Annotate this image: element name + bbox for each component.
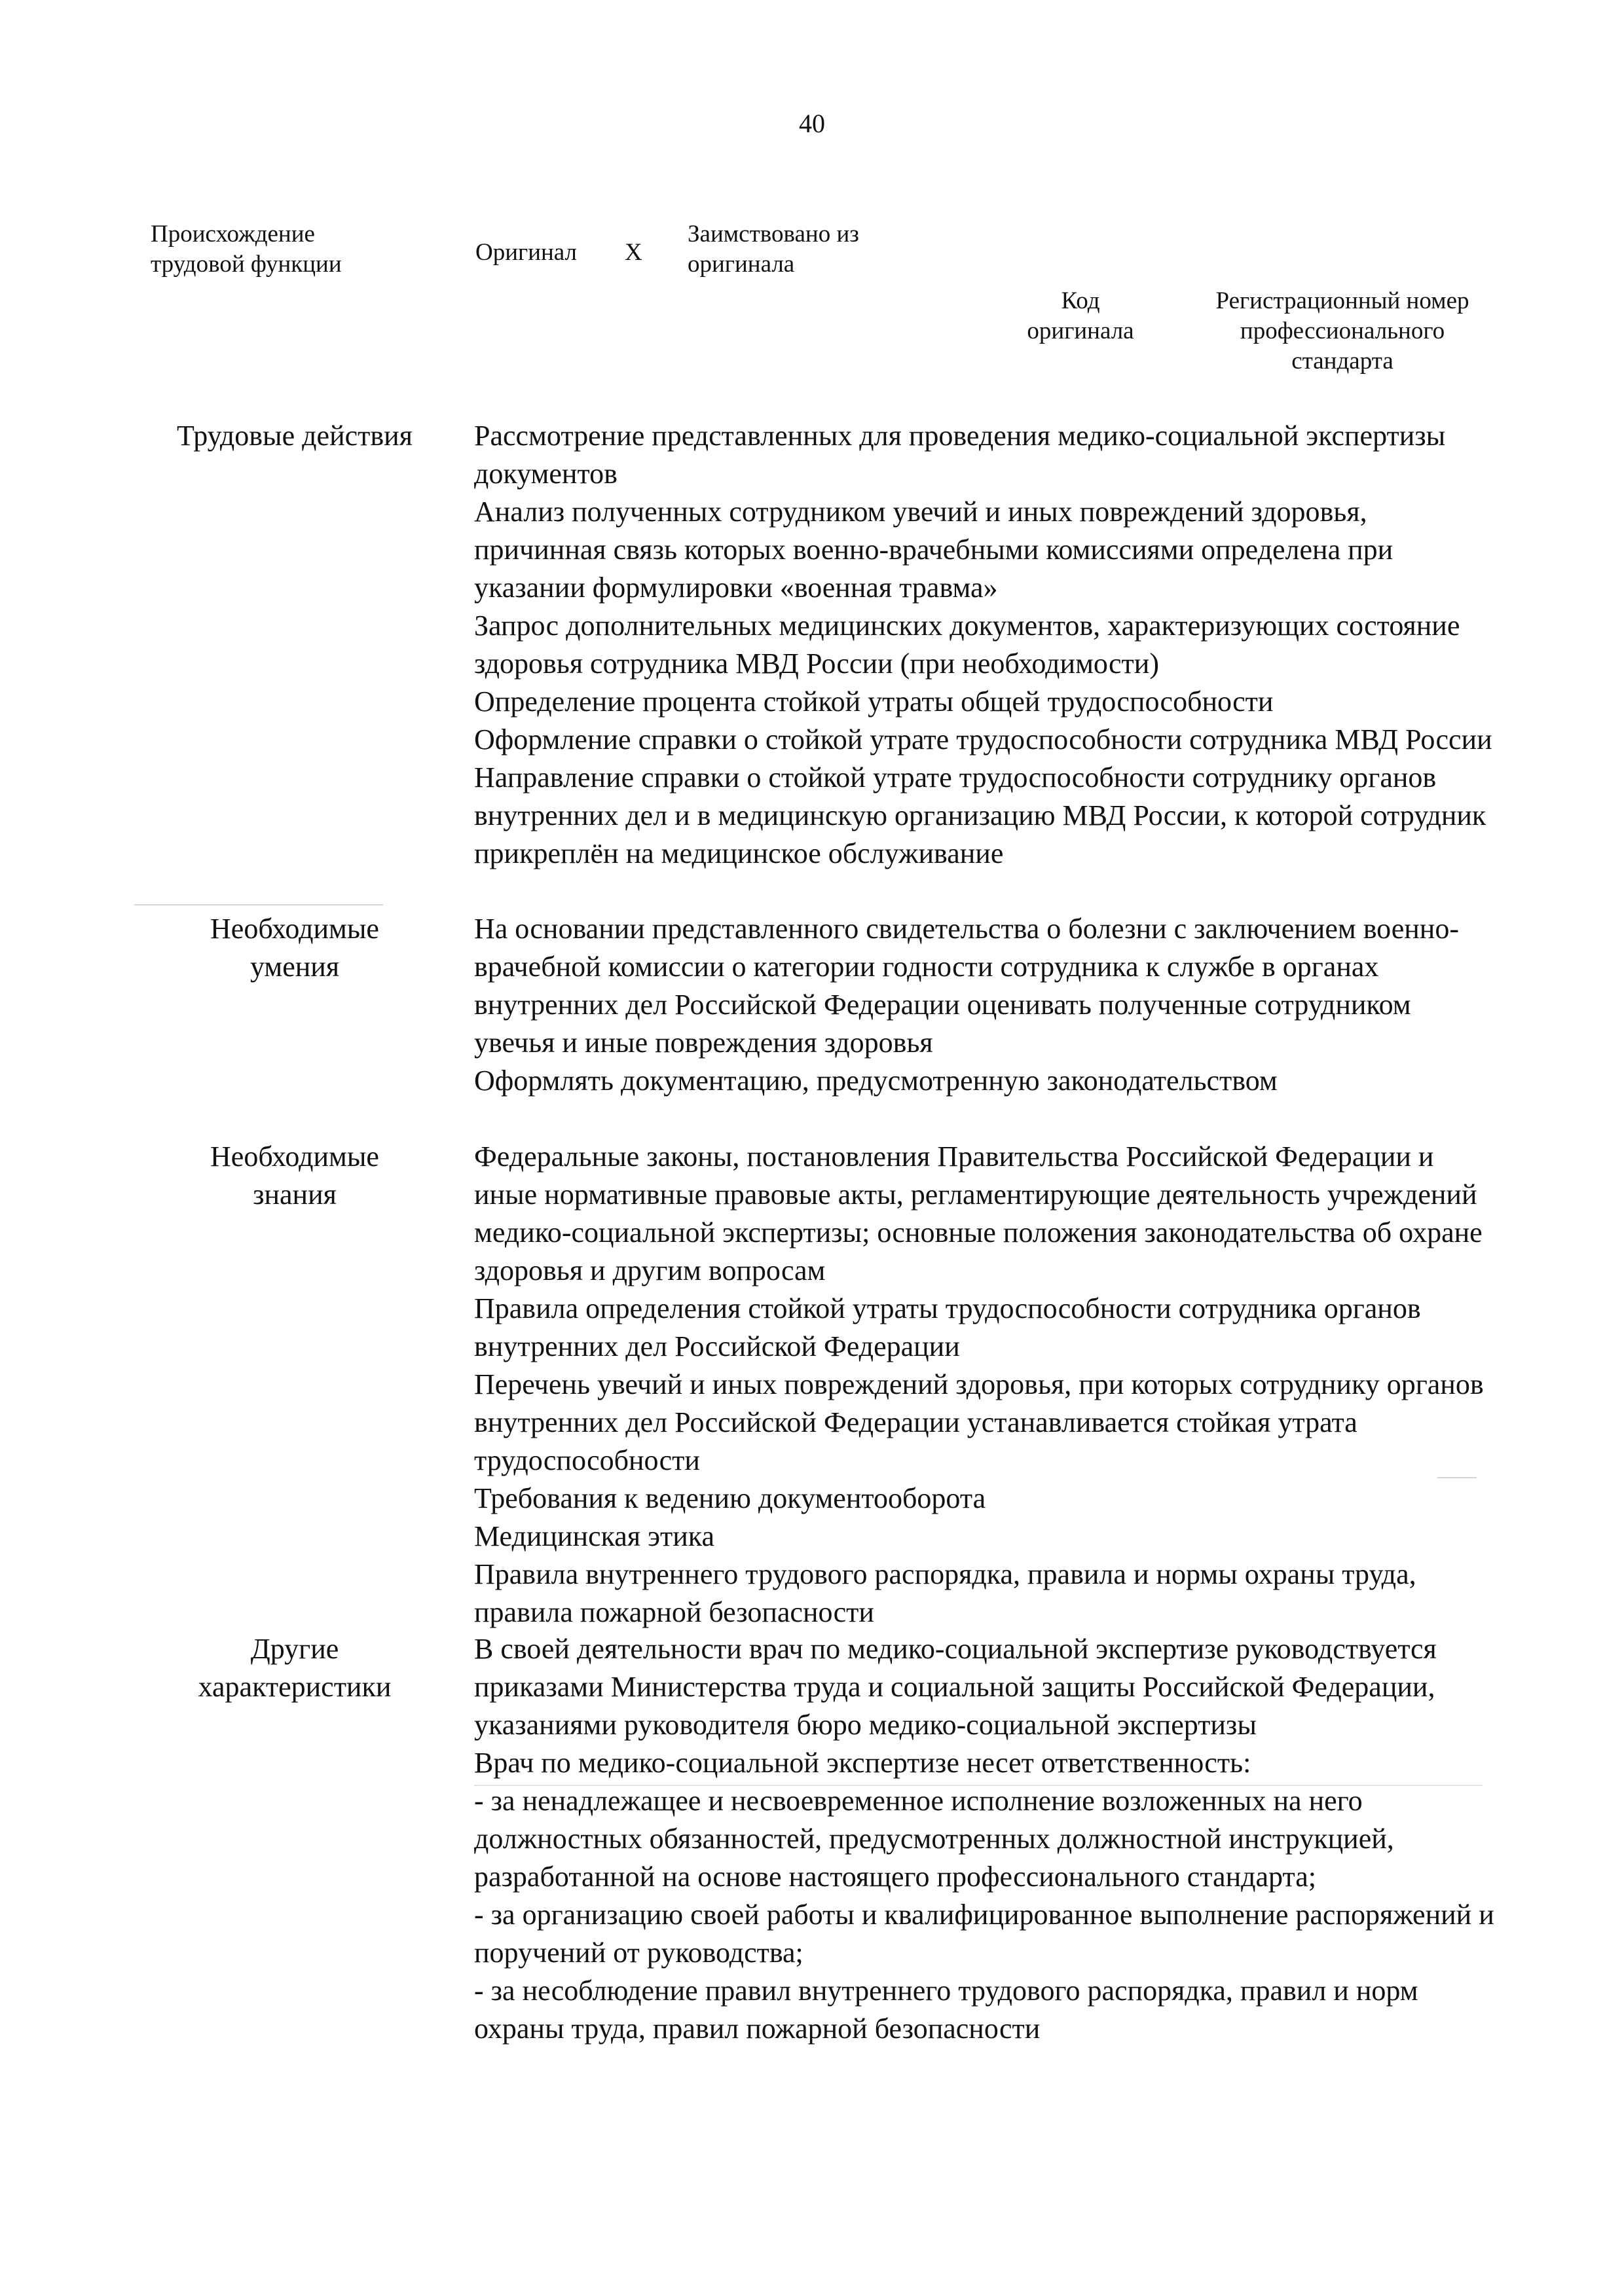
- list-item: Анализ полученных сотрудником увечий и иных повреждений здоровья, причинная связь которых военно-врачебными комиссиями определена при указании формулировки «военная травма»: [474, 496, 1393, 604]
- labor-actions-label: Трудовые действия: [177, 420, 413, 452]
- required-skills-list: [474, 910, 1496, 1100]
- list-item: Правила внутреннего трудового распорядка, правила и нормы охраны труда, правила пожарной безопасности: [474, 1558, 1416, 1628]
- other-characteristics-label: Другие характеристики: [198, 1633, 392, 1703]
- list-item: Правила определения стойкой утраты трудоспособности сотрудника органов внутренних дел Российской Федерации: [474, 1292, 1421, 1362]
- registration-number-label: Регистрационный номер профессионального стандарта: [1215, 287, 1469, 374]
- scan-artifact-line: [134, 904, 383, 905]
- original-label: Оригинал: [475, 239, 578, 266]
- required-skills-label: Необходимые умения: [210, 913, 379, 983]
- list-item: Запрос дополнительных медицинских документов, характеризующих состояние здоровья сотрудника МВД России (при необходимости): [474, 610, 1460, 680]
- page-number: 40: [799, 109, 825, 138]
- list-item: Оформлять документацию, предусмотренную законодательством: [474, 1065, 1278, 1097]
- list-item: Требования к ведению документооборота: [474, 1482, 986, 1514]
- labor-actions-list: [474, 417, 1496, 873]
- list-item: В своей деятельности врач по медико-социальной экспертизе руководствуется приказами Министерства труда и социальной защиты Российской Федерации, указаниями руководителя бюро медико-социальной экспертизы: [474, 1633, 1437, 1741]
- original-code-label: Код оригинала: [1027, 287, 1134, 344]
- other-characteristics-list: [474, 1630, 1496, 2048]
- list-item: Оформление справки о стойкой утрате трудоспособности сотрудника МВД России: [474, 723, 1492, 756]
- list-item: Рассмотрение представленных для проведения медико-социальной экспертизы документов: [474, 420, 1446, 490]
- list-item: Направление справки о стойкой утрате трудоспособности сотруднику органов внутренних дел и в медицинскую организацию МВД России, к которой сотрудник прикреплён на медицинское обслуживание: [474, 761, 1486, 869]
- list-item: Федеральные законы, постановления Правительства Российской Федерации и иные нормативные правовые акты, регламентирующие деятельность учреждений медико-социальной экспертизы; основные положения законодательства об охране здоровья и другим вопросам: [474, 1140, 1483, 1286]
- required-knowledge-label: Необходимые знания: [210, 1140, 379, 1211]
- scan-artifact-line: [1437, 1477, 1477, 1478]
- list-item: На основании представленного свидетельства о болезни с заключением военно-врачебной комиссии о категории годности сотрудника к службе в органах внутренних дел Российской Федерации оценивать полученные сотрудником увечья и иные повреждения здоровья: [474, 913, 1459, 1059]
- list-item: Врач по медико-социальной экспертизе несет ответственность: - за ненадлежащее и несвоевременное исполнение возложенных на него должностных обязанностей, предусмотренных должностной инструкцией, разработанной на основе настоящего профессионального стандарта; - за организацию своей работы и квалифицированное выполнение распоряжений и поручений от руководства; - за несоблюдение правил внутреннего трудового распорядка, правил и норм охраны труда, правил пожарной безопасности: [474, 1747, 1494, 2045]
- scan-artifact-line: [474, 1785, 1483, 1786]
- list-item: Перечень увечий и иных повреждений здоровья, при которых сотруднику органов внутренних дел Российской Федерации устанавливается стойкая утрата трудоспособности: [474, 1368, 1484, 1476]
- borrowed-label: Заимствовано из оригинала: [688, 221, 859, 278]
- required-knowledge-list: [474, 1138, 1496, 1631]
- original-checkmark: X: [625, 239, 642, 266]
- origin-label: Происхождение трудовой функции: [151, 221, 342, 278]
- list-item: Определение процента стойкой утраты общей трудоспособности: [474, 685, 1274, 718]
- list-item: Медицинская этика: [474, 1520, 714, 1552]
